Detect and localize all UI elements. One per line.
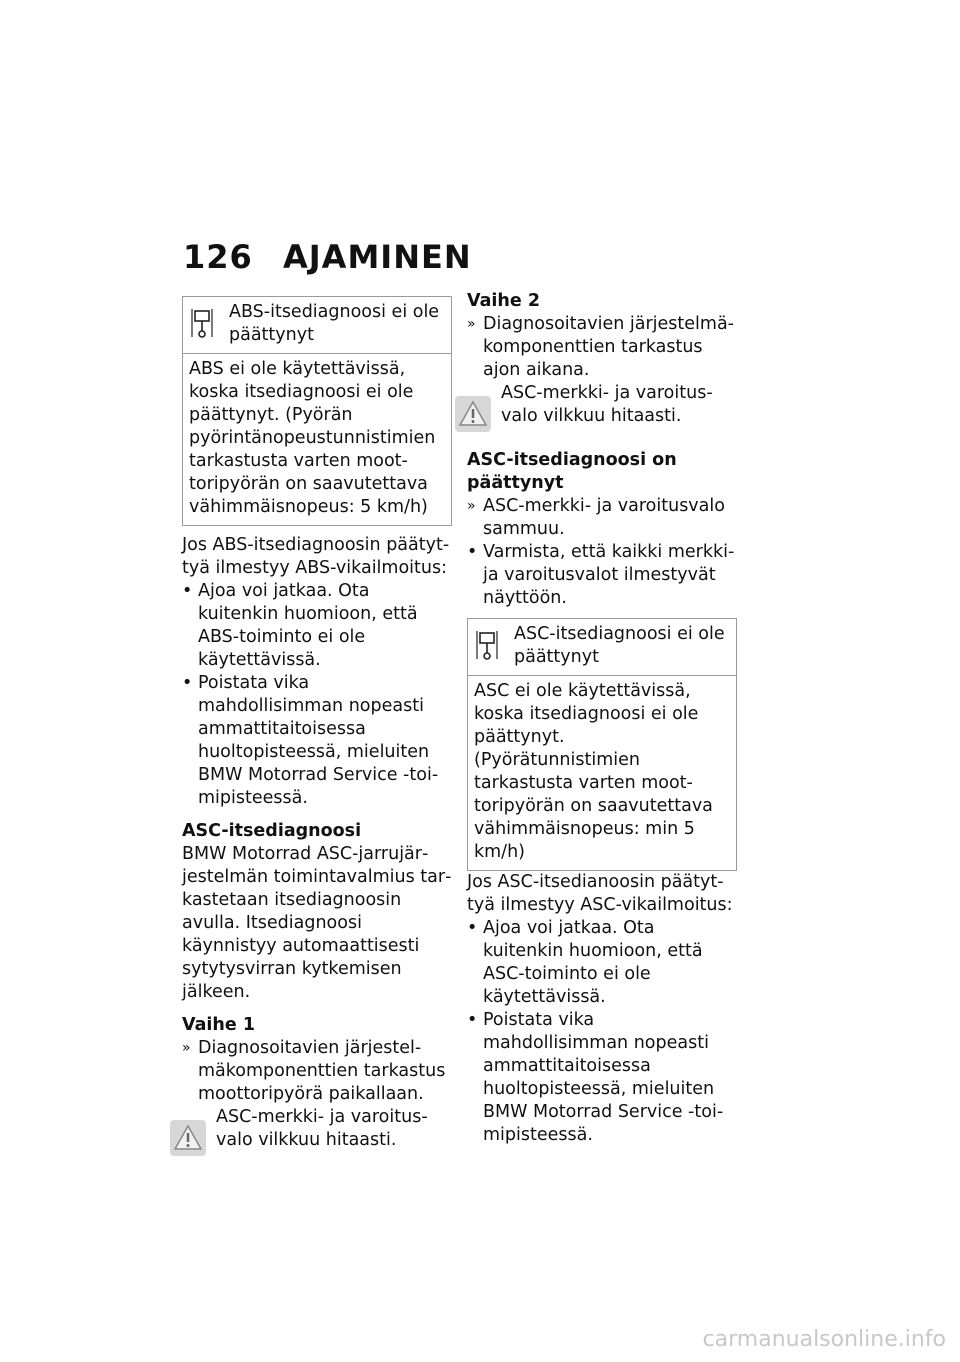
abs-bullet-list (182, 580, 452, 810)
list-item: • Varmista, että kaikki merkki- ja varoitusvalot ilmestyvät näyttöön. (467, 542, 735, 608)
list-item: » ASC-merkki- ja varoitusvalo sammuu. (467, 496, 725, 539)
warning-triangle-icon (455, 382, 495, 439)
asc-bullet-list (467, 917, 737, 1147)
step1-warning (182, 1106, 452, 1163)
asc-after-note: Jos ASC-itsedianoosin päätyttyä ilmestyy ASC-vikailmoitus: (467, 872, 733, 915)
page-number: 126 (183, 238, 253, 276)
asc-note-body: ASC ei ole käytettävissä, koska itsediagnoosi ei ole päättynyt. (Pyörätunnistimien tarkastusta varten moottoripyörän on saavutettava vähimmäisnopeus: min 5 km/h) (474, 681, 713, 862)
abs-note-box (182, 296, 452, 526)
asc-text: BMW Motorrad ASC-jarrujärjestelmän toimintavalmius tarkastetaan itsediagnoosin avulla. Itsediagnoosi käynnistyy automaattisesti sytytysvirran kytkemisen jälkeen. (182, 844, 452, 1002)
step2-heading: Vaihe 2 (467, 291, 540, 311)
asc-note-box (467, 618, 737, 871)
done-list (467, 495, 737, 541)
step1-heading: Vaihe 1 (182, 1015, 255, 1035)
diagnosis-icon (189, 301, 225, 347)
left-column (182, 296, 452, 1163)
warning-triangle-icon (170, 1106, 210, 1163)
list-item: » Diagnosoitavien järjestelmäkomponenttien tarkastus moottoripyörä paikallaan. (182, 1038, 446, 1104)
asc-heading: ASC-itsediagnoosi (182, 821, 362, 841)
step2-warning (467, 382, 737, 439)
abs-note-body: ABS ei ole käytettävissä, koska itsediagnoosi ei ole päättynyt. (Pyörän pyörintänopeustunnistimien tarkastusta varten moottoripyörän on saavutettava vähimmäisnopeus: 5 km/h) (189, 359, 436, 517)
verify-list (467, 541, 737, 610)
watermark-url: carmanualsonline.info (702, 1327, 946, 1352)
list-item: • Ajoa voi jatkaa. Ota kuitenkin huomioon, että ABS-toiminto ei ole käytettävissä. (182, 581, 418, 670)
step2-warning-text: ASC-merkki- ja varoitusvalo vilkkuu hitaasti. (501, 383, 713, 426)
list-item: » Diagnosoitavien järjestelmäkomponenttien tarkastus ajon aikana. (467, 314, 734, 380)
abs-note-title: ABS-itsediagnoosi ei ole päättynyt (229, 302, 440, 345)
done-heading: ASC-itsediagnoosi on päättynyt (467, 450, 677, 493)
list-item: • Ajoa voi jatkaa. Ota kuitenkin huomioon, että ASC-toiminto ei ole käytettävissä. (467, 918, 703, 1007)
step1-warning-text: ASC-merkki- ja varoitusvalo vilkkuu hitaasti. (216, 1107, 428, 1150)
right-column (467, 290, 737, 1147)
step2-list (467, 313, 737, 382)
diagnosis-icon (474, 623, 510, 669)
step1-list (182, 1037, 452, 1106)
asc-note-title: ASC-itsediagnoosi ei ole päättynyt (514, 624, 725, 667)
list-item: • Poistata vika mahdollisimman nopeasti ammattitaitoisessa huoltopisteessä, mieluiten BMW Motorrad Service -toimipisteessä. (467, 1010, 724, 1145)
page-header (183, 238, 472, 276)
abs-after-note: Jos ABS-itsediagnoosin päätyttyä ilmestyy ABS-vikailmoitus: (182, 535, 450, 578)
chapter-title: AJAMINEN (283, 238, 472, 276)
list-item: • Poistata vika mahdollisimman nopeasti ammattitaitoisessa huoltopisteessä, mieluiten BMW Motorrad Service -toimipisteessä. (182, 673, 439, 808)
